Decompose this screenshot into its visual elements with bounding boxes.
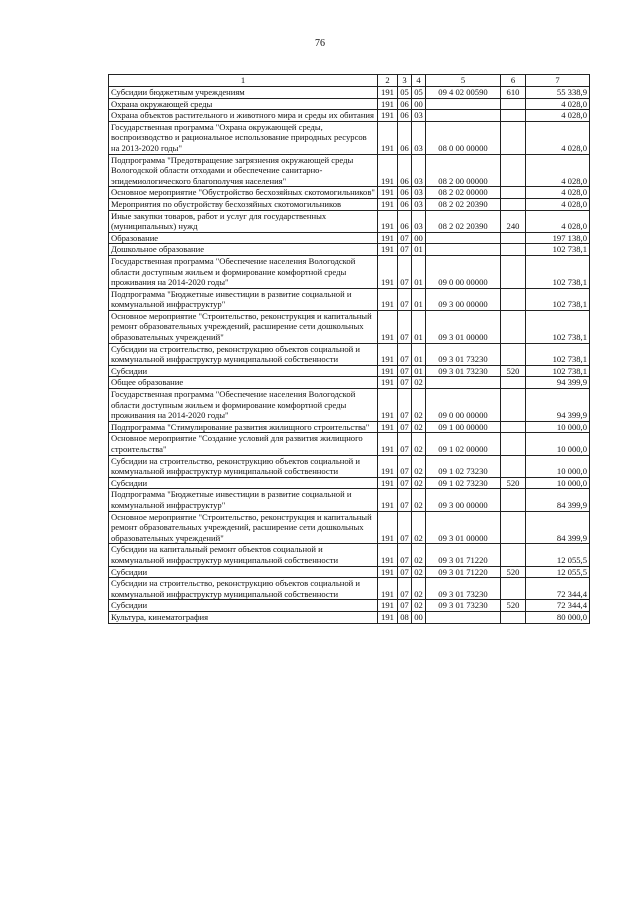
expense-type-cell: [501, 255, 526, 288]
table-row: [109, 421, 590, 433]
table-row: [109, 110, 590, 122]
amount-cell: 80 000,0: [526, 611, 590, 623]
row-name-cell: Подпрограмма "Бюджетные инвестиции в развитие социальной и коммунальной инфраструктур": [109, 288, 378, 310]
table-row: [109, 288, 590, 310]
admin-code-cell: 191: [378, 343, 398, 365]
header-cell: 4: [412, 75, 426, 87]
target-article-cell: 09 3 00 00000: [426, 288, 501, 310]
amount-cell: 72 344,4: [526, 578, 590, 600]
row-name-cell: Охрана окружающей среды: [109, 98, 378, 110]
amount-cell: 94 399,9: [526, 389, 590, 422]
section-cell: 07: [398, 232, 412, 244]
row-name-cell: Иные закупки товаров, работ и услуг для государственных (муниципальных) нужд: [109, 210, 378, 232]
expense-type-cell: 520: [501, 566, 526, 578]
admin-code-cell: 191: [378, 121, 398, 154]
admin-code-cell: 191: [378, 389, 398, 422]
target-article-cell: [426, 611, 501, 623]
subsection-cell: 01: [412, 255, 426, 288]
expense-type-cell: [501, 232, 526, 244]
section-cell: 07: [398, 544, 412, 566]
section-cell: 07: [398, 578, 412, 600]
target-article-cell: 09 3 01 73230: [426, 578, 501, 600]
expense-type-cell: [501, 98, 526, 110]
admin-code-cell: 191: [378, 210, 398, 232]
subsection-cell: 02: [412, 389, 426, 422]
section-cell: 06: [398, 210, 412, 232]
expense-type-cell: 610: [501, 87, 526, 99]
table-row: [109, 455, 590, 477]
table-row: [109, 154, 590, 187]
row-name-cell: Подпрограмма "Стимулирование развития жилищного строительства": [109, 421, 378, 433]
subsection-cell: 02: [412, 477, 426, 489]
row-name-cell: Охрана объектов растительного и животного мира и среды их обитания: [109, 110, 378, 122]
target-article-cell: 09 3 00 00000: [426, 489, 501, 511]
amount-cell: 4 028,0: [526, 198, 590, 210]
amount-cell: 72 344,4: [526, 600, 590, 612]
table-row: [109, 365, 590, 377]
subsection-cell: 02: [412, 455, 426, 477]
section-cell: 07: [398, 389, 412, 422]
admin-code-cell: 191: [378, 87, 398, 99]
amount-cell: 10 000,0: [526, 477, 590, 489]
table-row: [109, 244, 590, 256]
section-cell: 07: [398, 566, 412, 578]
header-cell: 5: [426, 75, 501, 87]
subsection-cell: 02: [412, 489, 426, 511]
expense-type-cell: 520: [501, 477, 526, 489]
subsection-cell: 02: [412, 566, 426, 578]
target-article-cell: 09 4 02 00590: [426, 87, 501, 99]
table-row: [109, 255, 590, 288]
subsection-cell: 02: [412, 377, 426, 389]
row-name-cell: Основное мероприятие "Обустройство бесхозяйных скотомогильников": [109, 187, 378, 199]
subsection-cell: 02: [412, 544, 426, 566]
section-cell: 07: [398, 365, 412, 377]
expense-type-cell: [501, 343, 526, 365]
expense-type-cell: [501, 489, 526, 511]
budget-table: [108, 74, 590, 624]
amount-cell: 102 738,1: [526, 255, 590, 288]
expense-type-cell: [501, 154, 526, 187]
section-cell: 07: [398, 310, 412, 343]
subsection-cell: 01: [412, 365, 426, 377]
amount-cell: 12 055,5: [526, 566, 590, 578]
header-cell: 2: [378, 75, 398, 87]
subsection-cell: 02: [412, 511, 426, 544]
table-row: [109, 343, 590, 365]
target-article-cell: 09 1 02 73230: [426, 455, 501, 477]
amount-cell: 94 399,9: [526, 377, 590, 389]
header-cell: 1: [109, 75, 378, 87]
header-cell: 7: [526, 75, 590, 87]
row-name-cell: Государственная программа "Обеспечение населения Вологодской области доступным жильем и формирование комфортной среды проживания на 2014-2020 годы": [109, 389, 378, 422]
admin-code-cell: 191: [378, 600, 398, 612]
amount-cell: 10 000,0: [526, 455, 590, 477]
target-article-cell: [426, 377, 501, 389]
subsection-cell: 03: [412, 110, 426, 122]
section-cell: 07: [398, 600, 412, 612]
row-name-cell: Основное мероприятие "Строительство, реконструкция и капитальный ремонт образовательных учреждений, расширение сети дошкольных образовательных учреждений": [109, 310, 378, 343]
target-article-cell: 09 3 01 71220: [426, 566, 501, 578]
admin-code-cell: 191: [378, 489, 398, 511]
admin-code-cell: 191: [378, 511, 398, 544]
subsection-cell: 02: [412, 578, 426, 600]
target-article-cell: 08 2 00 00000: [426, 154, 501, 187]
admin-code-cell: 191: [378, 232, 398, 244]
expense-type-cell: 520: [501, 600, 526, 612]
table-row: [109, 544, 590, 566]
admin-code-cell: 191: [378, 198, 398, 210]
target-article-cell: 08 2 02 20390: [426, 198, 501, 210]
admin-code-cell: 191: [378, 421, 398, 433]
target-article-cell: 09 1 02 00000: [426, 433, 501, 455]
amount-cell: 4 028,0: [526, 98, 590, 110]
admin-code-cell: 191: [378, 477, 398, 489]
admin-code-cell: 191: [378, 255, 398, 288]
table-row: [109, 121, 590, 154]
table-row: [109, 310, 590, 343]
section-cell: 07: [398, 377, 412, 389]
expense-type-cell: 520: [501, 365, 526, 377]
row-name-cell: Культура, кинематография: [109, 611, 378, 623]
section-cell: 07: [398, 511, 412, 544]
expense-type-cell: [501, 377, 526, 389]
row-name-cell: Основное мероприятие "Создание условий для развития жилищного строительства": [109, 433, 378, 455]
section-cell: 07: [398, 244, 412, 256]
table-row: [109, 511, 590, 544]
amount-cell: 4 028,0: [526, 187, 590, 199]
expense-type-cell: [501, 433, 526, 455]
target-article-cell: 09 3 01 00000: [426, 511, 501, 544]
target-article-cell: 09 3 01 00000: [426, 310, 501, 343]
table-header-row: [109, 75, 590, 87]
section-cell: 07: [398, 455, 412, 477]
expense-type-cell: [501, 389, 526, 422]
row-name-cell: Субсидии: [109, 365, 378, 377]
table-row: [109, 232, 590, 244]
row-name-cell: Субсидии на строительство, реконструкцию объектов социальной и коммунальной инфраструктур муниципальной собственности: [109, 578, 378, 600]
amount-cell: 55 338,9: [526, 87, 590, 99]
expense-type-cell: [501, 421, 526, 433]
expense-type-cell: [501, 198, 526, 210]
subsection-cell: 02: [412, 600, 426, 612]
subsection-cell: 02: [412, 433, 426, 455]
expense-type-cell: [501, 310, 526, 343]
admin-code-cell: 191: [378, 288, 398, 310]
admin-code-cell: 191: [378, 154, 398, 187]
target-article-cell: [426, 232, 501, 244]
admin-code-cell: 191: [378, 98, 398, 110]
subsection-cell: 01: [412, 244, 426, 256]
row-name-cell: Субсидии на капитальный ремонт объектов социальной и коммунальной инфраструктур муниципальной собственности: [109, 544, 378, 566]
admin-code-cell: 191: [378, 110, 398, 122]
expense-type-cell: [501, 455, 526, 477]
subsection-cell: 03: [412, 187, 426, 199]
target-article-cell: 09 3 01 73230: [426, 343, 501, 365]
table-row: [109, 611, 590, 623]
expense-type-cell: 240: [501, 210, 526, 232]
table-row: [109, 377, 590, 389]
admin-code-cell: 191: [378, 187, 398, 199]
subsection-cell: 00: [412, 232, 426, 244]
section-cell: 05: [398, 87, 412, 99]
table-row: [109, 489, 590, 511]
admin-code-cell: 191: [378, 433, 398, 455]
row-name-cell: Субсидии: [109, 600, 378, 612]
subsection-cell: 01: [412, 310, 426, 343]
amount-cell: 84 399,9: [526, 489, 590, 511]
admin-code-cell: 191: [378, 566, 398, 578]
target-article-cell: 09 3 01 73230: [426, 365, 501, 377]
row-name-cell: Общее образование: [109, 377, 378, 389]
amount-cell: 102 738,1: [526, 365, 590, 377]
subsection-cell: 02: [412, 421, 426, 433]
row-name-cell: Мероприятия по обустройству бесхозяйных скотомогильников: [109, 198, 378, 210]
amount-cell: 10 000,0: [526, 421, 590, 433]
section-cell: 07: [398, 255, 412, 288]
expense-type-cell: [501, 511, 526, 544]
subsection-cell: 03: [412, 210, 426, 232]
row-name-cell: Государственная программа "Обеспечение населения Вологодской области доступным жильем и формирование комфортной среды проживания на 2014-2020 годы": [109, 255, 378, 288]
expense-type-cell: [501, 578, 526, 600]
subsection-cell: 05: [412, 87, 426, 99]
expense-type-cell: [501, 110, 526, 122]
row-name-cell: Субсидии на строительство, реконструкцию объектов социальной и коммунальной инфраструктур муниципальной собственности: [109, 455, 378, 477]
table-row: [109, 210, 590, 232]
row-name-cell: Образование: [109, 232, 378, 244]
table-row: [109, 578, 590, 600]
section-cell: 07: [398, 343, 412, 365]
table-row: [109, 198, 590, 210]
amount-cell: 4 028,0: [526, 110, 590, 122]
subsection-cell: 00: [412, 611, 426, 623]
amount-cell: 102 738,1: [526, 288, 590, 310]
section-cell: 06: [398, 198, 412, 210]
row-name-cell: Субсидии: [109, 566, 378, 578]
target-article-cell: 08 0 00 00000: [426, 121, 501, 154]
subsection-cell: 03: [412, 198, 426, 210]
amount-cell: 12 055,5: [526, 544, 590, 566]
section-cell: 06: [398, 154, 412, 187]
table-row: [109, 98, 590, 110]
target-article-cell: 08 2 02 00000: [426, 187, 501, 199]
expense-type-cell: [501, 244, 526, 256]
subsection-cell: 00: [412, 98, 426, 110]
header-cell: 6: [501, 75, 526, 87]
target-article-cell: 09 3 01 73230: [426, 600, 501, 612]
table-row: [109, 87, 590, 99]
amount-cell: 102 738,1: [526, 310, 590, 343]
section-cell: 07: [398, 489, 412, 511]
section-cell: 06: [398, 121, 412, 154]
subsection-cell: 03: [412, 121, 426, 154]
section-cell: 06: [398, 187, 412, 199]
row-name-cell: Субсидии на строительство, реконструкцию объектов социальной и коммунальной инфраструктур муниципальной собственности: [109, 343, 378, 365]
admin-code-cell: 191: [378, 544, 398, 566]
admin-code-cell: 191: [378, 244, 398, 256]
amount-cell: 197 138,0: [526, 232, 590, 244]
target-article-cell: [426, 110, 501, 122]
target-article-cell: 08 2 02 20390: [426, 210, 501, 232]
target-article-cell: 09 1 00 00000: [426, 421, 501, 433]
table-row: [109, 566, 590, 578]
subsection-cell: 01: [412, 343, 426, 365]
expense-type-cell: [501, 288, 526, 310]
amount-cell: 4 028,0: [526, 210, 590, 232]
admin-code-cell: 191: [378, 455, 398, 477]
section-cell: 07: [398, 288, 412, 310]
subsection-cell: 01: [412, 288, 426, 310]
admin-code-cell: 191: [378, 365, 398, 377]
row-name-cell: Основное мероприятие "Строительство, реконструкция и капитальный ремонт образовательных учреждений, расширение сети дошкольных образовательных учреждений": [109, 511, 378, 544]
table-row: [109, 433, 590, 455]
amount-cell: 84 399,9: [526, 511, 590, 544]
table-row: [109, 389, 590, 422]
admin-code-cell: 191: [378, 377, 398, 389]
subsection-cell: 03: [412, 154, 426, 187]
amount-cell: 10 000,0: [526, 433, 590, 455]
section-cell: 08: [398, 611, 412, 623]
target-article-cell: 09 0 00 00000: [426, 255, 501, 288]
section-cell: 07: [398, 421, 412, 433]
target-article-cell: [426, 244, 501, 256]
target-article-cell: 09 3 01 71220: [426, 544, 501, 566]
section-cell: 07: [398, 433, 412, 455]
header-cell: 3: [398, 75, 412, 87]
section-cell: 06: [398, 98, 412, 110]
row-name-cell: Дошкольное образование: [109, 244, 378, 256]
target-article-cell: [426, 98, 501, 110]
section-cell: 06: [398, 110, 412, 122]
table-row: [109, 187, 590, 199]
row-name-cell: Субсидии бюджетным учреждениям: [109, 87, 378, 99]
amount-cell: 4 028,0: [526, 121, 590, 154]
target-article-cell: 09 1 02 73230: [426, 477, 501, 489]
row-name-cell: Подпрограмма "Предотвращение загрязнения окружающей среды Вологодской области отходами и обеспечение санитарно-эпидемиологического благополучия населения": [109, 154, 378, 187]
admin-code-cell: 191: [378, 578, 398, 600]
expense-type-cell: [501, 611, 526, 623]
amount-cell: 102 738,1: [526, 343, 590, 365]
expense-type-cell: [501, 544, 526, 566]
amount-cell: 4 028,0: [526, 154, 590, 187]
expense-type-cell: [501, 121, 526, 154]
amount-cell: 102 738,1: [526, 244, 590, 256]
admin-code-cell: 191: [378, 310, 398, 343]
target-article-cell: 09 0 00 00000: [426, 389, 501, 422]
admin-code-cell: 191: [378, 611, 398, 623]
row-name-cell: Субсидии: [109, 477, 378, 489]
expense-type-cell: [501, 187, 526, 199]
table-row: [109, 600, 590, 612]
row-name-cell: Государственная программа "Охрана окружающей среды, воспроизводство и рациональное использование природных ресурсов на 2013-2020 годы": [109, 121, 378, 154]
page-number: 76: [315, 38, 325, 49]
row-name-cell: Подпрограмма "Бюджетные инвестиции в развитие социальной и коммунальной инфраструктур": [109, 489, 378, 511]
table-row: [109, 477, 590, 489]
section-cell: 07: [398, 477, 412, 489]
